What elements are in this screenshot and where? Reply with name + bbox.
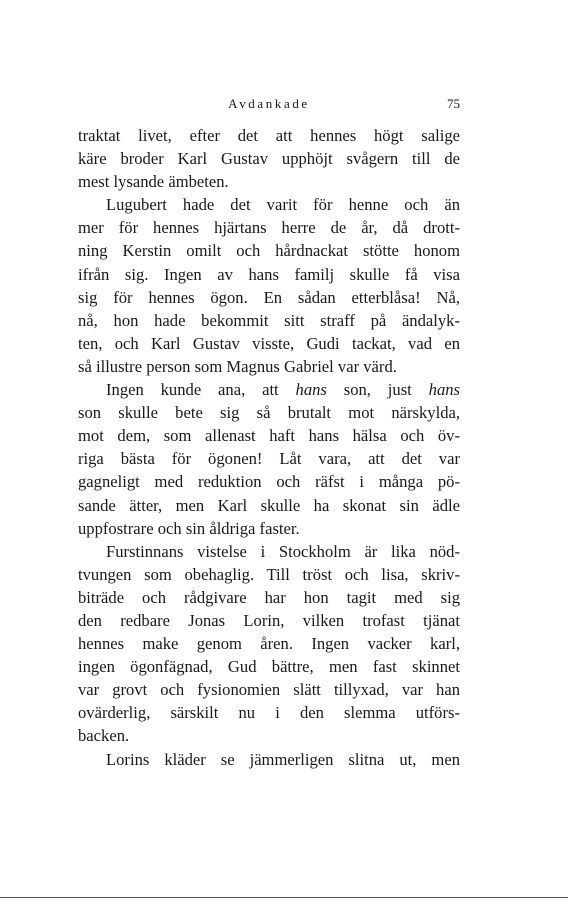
text-line: backen. <box>78 726 130 746</box>
text-line: riga bästa för ögonen! Låt vara, att det var <box>78 449 460 469</box>
text-line: ovärderlig, särskilt nu i den slemma utförs- <box>78 703 460 723</box>
text-line: mest lysande ämbeten. <box>78 172 229 192</box>
text-line: ten, och Karl Gustav visste, Gudi tackat, vad en <box>78 333 460 353</box>
text-line: tvungen som obehaglig. Till tröst och lisa, skriv- <box>78 564 460 584</box>
text-line: Furstinnans vistelse i Stockholm är lika nöd- <box>106 541 460 561</box>
text-line: käre broder Karl Gustav upphöjt svågern till de <box>78 149 460 169</box>
text-line: sig för hennes ögon. En sådan etterblåsa! Nå, <box>78 287 460 307</box>
text-line: sande ätter, men Karl skulle ha skonat sin ädle <box>78 495 460 515</box>
text-line: mer för hennes hjärtans herre de år, då drott- <box>78 218 460 238</box>
text-line: ifrån sig. Ingen av hans familj skulle få visa <box>78 264 460 284</box>
text-line: ingen ögonfägnad, Gud bättre, men fast skinnet <box>78 657 460 677</box>
text-line: var grovt och fysionomien slätt tillyxad, var han <box>78 680 460 700</box>
text-line: Lugubert hade det varit för henne och än <box>106 195 460 215</box>
page-header <box>78 96 460 116</box>
text-line: Ingen kunde ana, att hans son, just hans <box>106 380 460 400</box>
text-line: ning Kerstin omilt och hårdnackat stötte honom <box>78 241 460 261</box>
text-line: uppfostrare och sin åldriga faster. <box>78 518 300 538</box>
text-line: traktat livet, efter det att hennes högt salige <box>78 126 460 145</box>
text-line: gagneligt med reduktion och räfst i många pö- <box>78 472 460 492</box>
text-line: son skulle bete sig så brutalt mot närskylda, <box>78 403 460 423</box>
running-title: Avdankade <box>228 96 310 111</box>
body-text <box>78 124 460 771</box>
text-line: nå, hon hade bekommit sitt straff på ändalyk- <box>78 310 460 330</box>
page-bottom-rule <box>0 897 568 898</box>
text-line: den redbare Jonas Lorin, vilken trofast tjänat <box>78 610 460 630</box>
text-line: Lorins kläder se jämmerligen slitna ut, men <box>106 749 460 769</box>
text-line: hennes make genom åren. Ingen vacker karl, <box>78 634 460 654</box>
page-number: 75 <box>447 96 460 111</box>
text-line: mot dem, som allenast haft hans hälsa och öv- <box>78 426 460 446</box>
text-line: så illustre person som Magnus Gabriel var värd. <box>78 356 397 376</box>
text-line: biträde och rådgivare har hon tagit med sig <box>78 587 460 607</box>
